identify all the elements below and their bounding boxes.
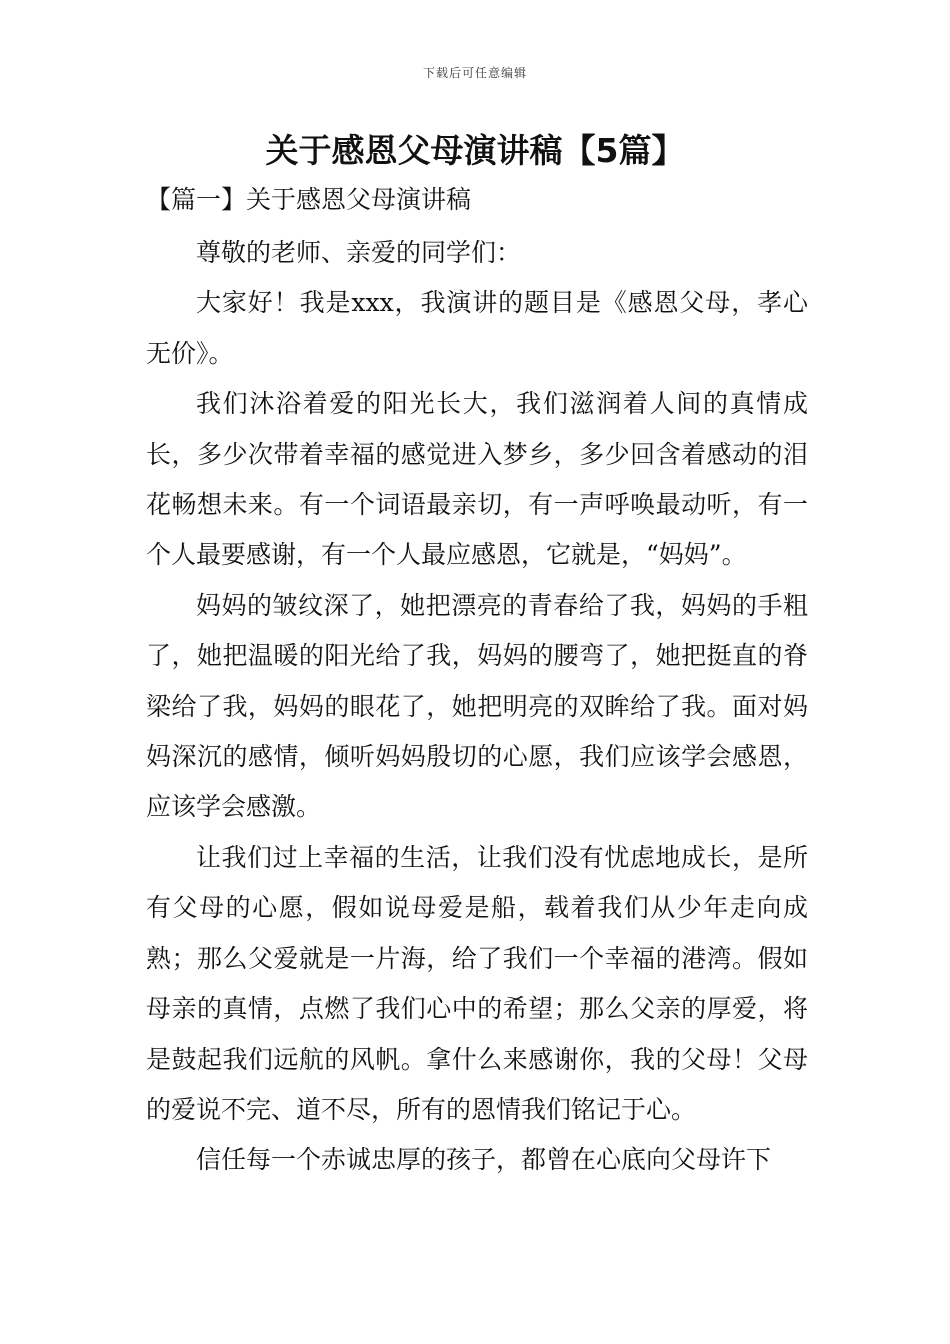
paragraph: 我们沐浴着爱的阳光长大，我们滋润着人间的真情成长，多少次带着幸福的感觉进入梦乡，多少回含着感动的泪花畅想未来。有一个词语最亲切，有一声呼唤最动听，有一个人最要感谢，有一个人最应感恩，它就是，“妈妈”。 (146, 389, 808, 570)
section-heading: 【篇一】关于感恩父母演讲稿 (146, 185, 472, 214)
paragraph: 信任每一个赤诚忠厚的孩子，都曾在心底向父母许下 (196, 1145, 772, 1175)
document-title: 关于感恩父母演讲稿【5篇】 (265, 131, 685, 170)
paragraph-intro: 大家好！我是xxx，我演讲的题目是《感恩父母，孝心无价》。 (146, 288, 808, 368)
document-body (146, 228, 808, 1186)
header-note: 下载后可任意编辑 (422, 66, 527, 80)
paragraph: 妈妈的皱纹深了，她把漂亮的青春给了我，妈妈的手粗了，她把温暖的阳光给了我，妈妈的腰弯了，她把挺直的脊梁给了我，妈妈的眼花了，她把明亮的双眸给了我。面对妈妈深沉的感情，倾听妈妈殷切的心愿，我们应该学会感恩，应该学会感激。 (146, 590, 808, 822)
paragraph-greeting: 尊敬的老师、亲爱的同学们： (196, 238, 522, 267)
paragraph: 让我们过上幸福的生活，让我们没有忧虑地成长，是所有父母的心愿，假如说母爱是船，载着我们从少年走向成熟；那么父爱就是一片海，给了我们一个幸福的港湾。假如母亲的真情，点燃了我们心中的希望；那么父亲的厚爱，将是鼓起我们远航的风帆。拿什么来感谢你，我的父母！父母的爱说不完、道不尽，所有的恩情我们铭记于心。 (146, 842, 808, 1124)
